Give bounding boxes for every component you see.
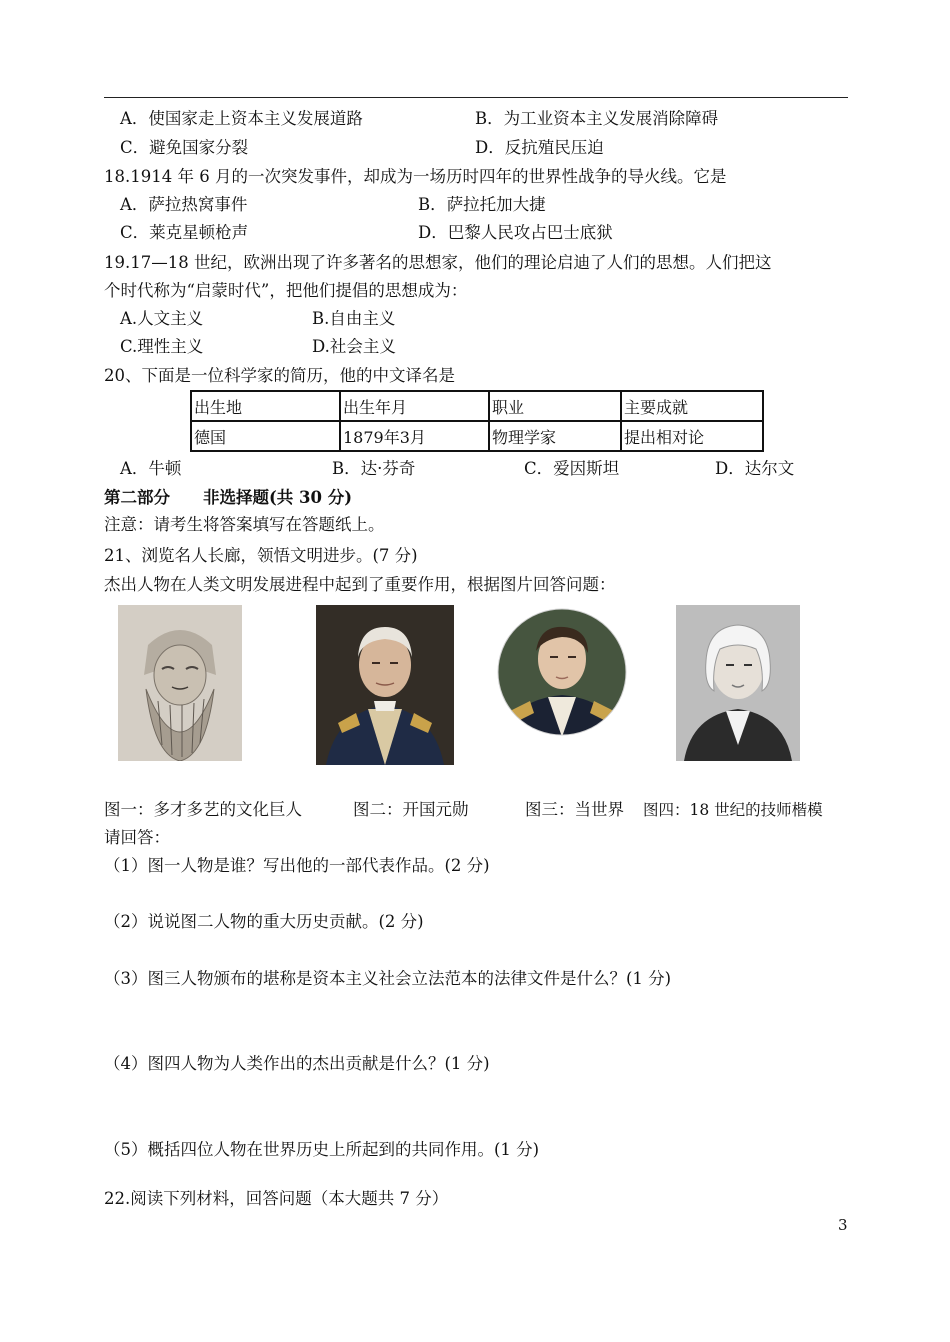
q21-sub-3: （3）图三人物颁布的堪称是资本主义社会立法范本的法律文件是什么？(1 分): [104, 969, 672, 988]
q21-intro: 杰出人物在人类文明发展进程中起到了重要作用，根据图片回答问题：: [104, 575, 616, 594]
q19-option-a: A.人文主义: [120, 309, 204, 328]
q18-option-b: B．萨拉托加大捷: [418, 195, 546, 214]
part2-title: 第二部分 非选择题(共 30 分): [104, 488, 353, 507]
q20-stem: 20、下面是一位科学家的简历，他的中文译名是: [104, 366, 455, 385]
q20-option-b: B．达·芬奇: [332, 459, 416, 478]
q21-sub-4: （4）图四人物为人类作出的杰出贡献是什么？(1 分): [104, 1054, 490, 1073]
q17-option-a: A．使国家走上资本主义发展道路: [120, 109, 363, 128]
q18-stem: 18.1914 年 6 月的一次突发事件，却成为一场历时四年的世界性战争的导火线。它是: [104, 167, 727, 186]
q18-option-a: A．萨拉热窝事件: [120, 195, 248, 214]
q21-sub-1: （1）图一人物是谁？写出他的一部代表作品。(2 分): [104, 856, 490, 875]
portrait-4-image: [676, 605, 800, 761]
table-cell: 德国: [191, 421, 340, 451]
q17-option-d: D．反抗殖民压迫: [475, 138, 604, 157]
portrait-3-image: [496, 607, 628, 737]
q20-option-c: C．爱因斯坦: [524, 459, 620, 478]
q19-stem-line2: 个时代称为“启蒙时代”，把他们提倡的思想成为：: [104, 281, 468, 300]
q21-sub-2: （2）说说图二人物的重大历史贡献。(2 分): [104, 912, 424, 931]
q17-option-c: C．避免国家分裂: [120, 138, 249, 157]
table-header-cell: 出生地: [191, 391, 340, 421]
caption-figure-4: 图四：18 世纪的技师楷模: [643, 801, 823, 819]
q20-option-a: A．牛顿: [120, 459, 182, 478]
page-number: 3: [838, 1216, 848, 1234]
portrait-2-image: [316, 605, 454, 765]
table-header-cell: 职业: [489, 391, 621, 421]
portrait-1-image: [118, 605, 242, 761]
q19-option-b: B.自由主义: [312, 309, 396, 328]
q19-option-c: C.理性主义: [120, 337, 204, 356]
table-header-cell: 出生年月: [340, 391, 489, 421]
header-rule: [104, 97, 848, 98]
q19-stem-line1: 19.17—18 世纪，欧洲出现了许多著名的思想家，他们的理论启迪了人们的思想。人们把这: [104, 253, 772, 272]
table-header-cell: 主要成就: [621, 391, 763, 421]
q20-option-d: D．达尔文: [715, 459, 795, 478]
table-row: [191, 421, 763, 451]
q18-option-c: C．莱克星顿枪声: [120, 223, 249, 242]
q22-stem: 22.阅读下列材料，回答问题（本大题共 7 分）: [104, 1189, 449, 1208]
table-cell: 物理学家: [489, 421, 621, 451]
table-header-row: [191, 391, 763, 421]
q21-sub-5: （5）概括四位人物在世界历史上所起到的共同作用。(1 分): [104, 1140, 540, 1159]
q19-option-d: D.社会主义: [312, 337, 396, 356]
caption-figure-3: 图三：当世界: [525, 800, 624, 819]
table-cell: 提出相对论: [621, 421, 763, 451]
part2-note: 注意：请考生将答案填写在答题纸上。: [104, 515, 385, 534]
q21-prompt: 请回答：: [104, 828, 170, 847]
scientist-profile-table: [190, 390, 764, 452]
q21-stem: 21、浏览名人长廊，领悟文明进步。(7 分): [104, 546, 418, 565]
table-cell: 1879年3月: [340, 421, 489, 451]
q18-option-d: D．巴黎人民攻占巴士底狱: [418, 223, 613, 242]
q17-option-b: B．为工业资本主义发展消除障碍: [475, 109, 719, 128]
caption-figure-2: 图二：开国元勋: [353, 800, 469, 819]
caption-figure-1: 图一：多才多艺的文化巨人: [104, 800, 302, 819]
